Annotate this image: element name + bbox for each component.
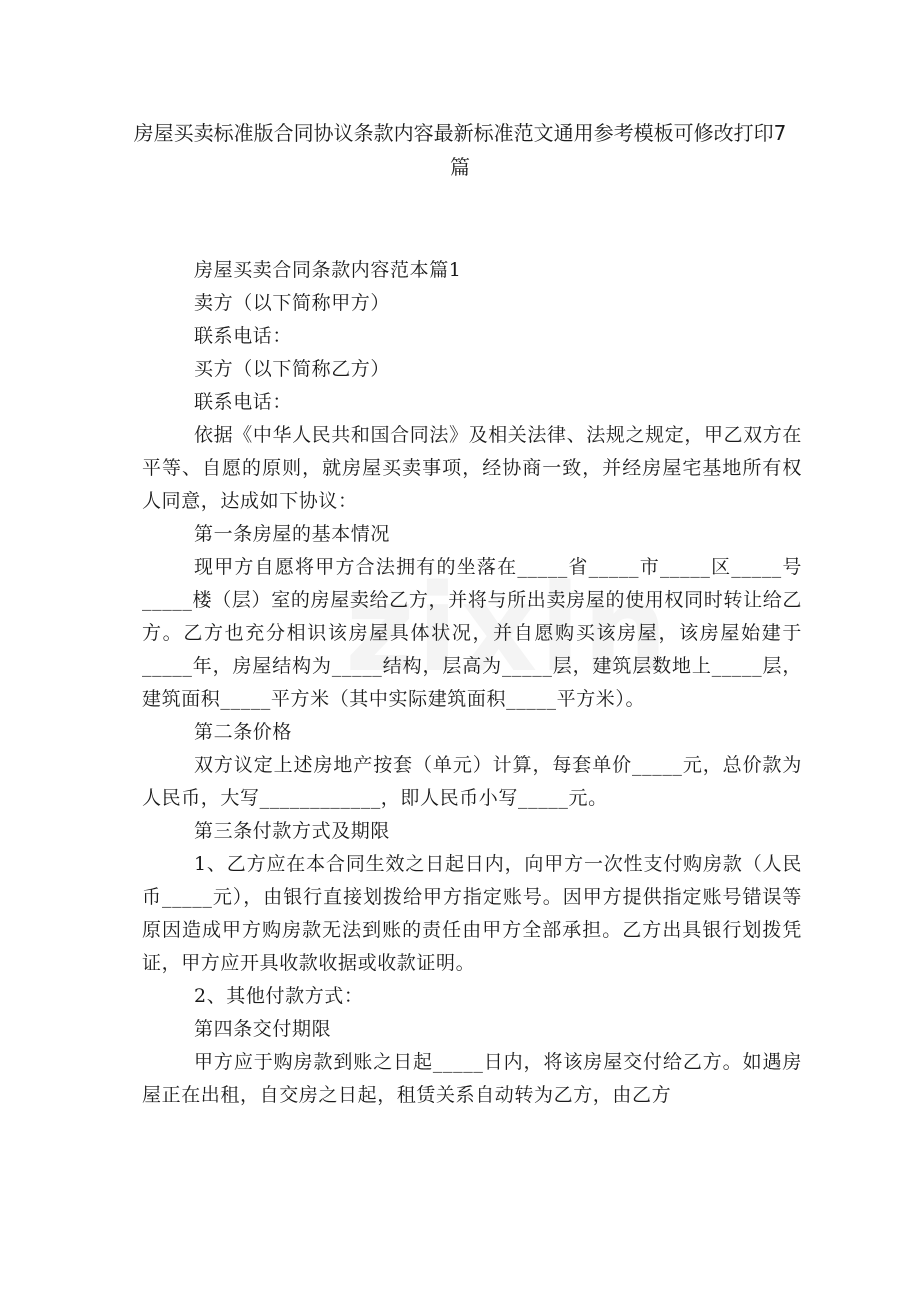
document-body xyxy=(142,254,802,1112)
paragraph-seller: 卖方（以下简称甲方） xyxy=(194,292,391,314)
paragraph-preamble: 依据《中华人民共和国合同法》及相关法律、法规之规定，甲乙双方在平等、自愿的原则，就房屋买卖事项，经协商一致，并经房屋宅基地所有权人同意，达成如下协议： xyxy=(142,424,802,512)
document-title: 房屋买卖标准版合同协议条款内容最新标准范文通用参考模板可修改打印7篇 xyxy=(133,121,787,179)
paragraph-article-3-item-2: 2、其他付款方式： xyxy=(194,985,364,1007)
paragraph-article-4-title: 第四条交付期限 xyxy=(194,1018,332,1040)
paragraph-article-1-body: 现甲方自愿将甲方合法拥有的坐落在_____省_____市_____区_____号_____楼（层）室的房屋卖给乙方，并将与所出卖房屋的使用权同时转让给乙方。乙方也充分相识该房屋具体状况，并自愿购买该房屋，该房屋始建于_____年，房屋结构为_____结构，层高为_____层，建筑层数地上_____层，建筑面积_____平方米（其中实际建筑面积_____平方米）。 xyxy=(142,556,802,710)
paragraph-buyer: 买方（以下简称乙方） xyxy=(194,358,391,380)
paragraph-article-4-body: 甲方应于购房款到账之日起_____日内，将该房屋交付给乙方。如遇房屋正在出租，自交房之日起，租赁关系自动转为乙方，由乙方 xyxy=(142,1051,802,1106)
paragraph-heading: 房屋买卖合同条款内容范本篇1 xyxy=(194,259,462,281)
paragraph-seller-phone: 联系电话： xyxy=(194,325,293,347)
paragraph-article-1-title: 第一条房屋的基本情况 xyxy=(194,523,391,545)
paragraph-article-3-item-1: 1、乙方应在本合同生效之日起日内，向甲方一次性支付购房款（人民币_____元），由银行直接划拨给甲方指定账号。因甲方提供指定账号错误等原因造成甲方购房款无法到账的责任由甲方全部承担。乙方出具银行划拨凭证，甲方应开具收款收据或收款证明。 xyxy=(142,853,802,974)
paragraph-article-3-title: 第三条付款方式及期限 xyxy=(194,820,391,842)
paragraph-buyer-phone: 联系电话： xyxy=(194,391,293,413)
paragraph-article-2-title: 第二条价格 xyxy=(194,721,293,743)
paragraph-article-2-body: 双方议定上述房地产按套（单元）计算，每套单价_____元，总价款为人民币，大写____________，即人民币小写_____元。 xyxy=(142,754,802,809)
